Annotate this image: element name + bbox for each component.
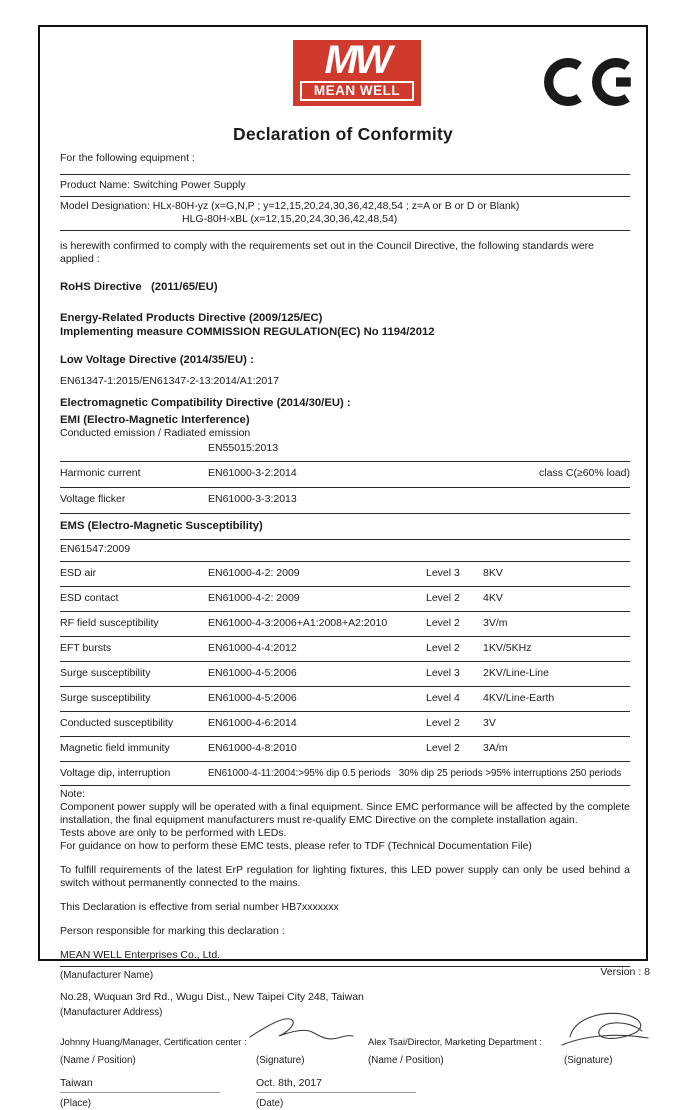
- test-standard: EN61000-4-5:2006: [208, 692, 297, 704]
- test-standard: EN61000-4-5:2006: [208, 667, 297, 679]
- test-name: ESD contact: [60, 592, 119, 604]
- test-level: Level 3: [426, 567, 460, 579]
- test-standard: EN61000-4-2: 2009: [208, 592, 300, 604]
- manufacturer-address-label: (Manufacturer Address): [60, 1006, 163, 1018]
- test-standard: EN61000-3-3:2013: [208, 493, 297, 505]
- manufacturer-address: No.28, Wuquan 3rd Rd., Wugu Dist., New Taipei City 248, Taiwan: [60, 990, 364, 1003]
- table-row: [60, 587, 630, 612]
- test-level: Level 2: [426, 717, 460, 729]
- test-level: Level 2: [426, 617, 460, 629]
- test-value: 4KV/Line-Earth: [483, 692, 555, 704]
- document-header: [40, 40, 646, 124]
- test-standard: EN61000-4-4:2012: [208, 642, 297, 654]
- test-level: Level 4: [426, 692, 460, 704]
- test-name: Voltage dip, interruption: [60, 767, 171, 779]
- table-row: [60, 687, 630, 712]
- version-label: Version : 8: [600, 966, 650, 978]
- responsible-person-heading: Person responsible for marking this declaration :: [60, 925, 285, 937]
- test-name: RF field susceptibility: [60, 617, 159, 629]
- test-name: EFT bursts: [60, 642, 112, 654]
- mw-monogram-icon: MW: [324, 38, 390, 82]
- test-name: Surge susceptibility: [60, 667, 151, 679]
- date-label: (Date): [256, 1097, 284, 1109]
- emi-standard-value: EN55015:2013: [208, 442, 279, 454]
- table-row: [60, 712, 630, 737]
- model-designation-block: [60, 197, 630, 231]
- ce-mark-icon: [544, 56, 640, 108]
- manufacturer-name-label: (Manufacturer Name): [60, 969, 154, 981]
- signer2-name-label: (Name / Position): [368, 1054, 444, 1066]
- erp-usage-note: To fulfill requirements of the latest ErP regulation for lighting fixtures, this LED power supply can only be used behind a switch without permanently connected to the mains.: [60, 864, 630, 889]
- ems-section-heading: EMS (Electro-Magnetic Susceptibility): [60, 514, 630, 540]
- model-designation-line2: HLG-80H-xBL (x=12,15,20,24,30,36,42,48,54): [182, 213, 398, 225]
- test-level: Level 2: [426, 592, 460, 604]
- table-row: [60, 637, 630, 662]
- test-name: Magnetic field immunity: [60, 742, 170, 754]
- emc-directive-heading: Electromagnetic Compatibility Directive (2014/30/EU) :: [60, 397, 351, 409]
- place-label: (Place): [60, 1097, 92, 1109]
- test-name: Conducted susceptibility: [60, 717, 174, 729]
- note-line: Tests above are only to be performed with LEDs.: [60, 827, 287, 839]
- table-row: [60, 662, 630, 687]
- test-name: Surge susceptibility: [60, 692, 151, 704]
- note-line: For guidance on how to perform these EMC tests, please refer to TDF (Technical Documentation File): [60, 840, 532, 852]
- test-detail: EN61000-4-11:2004:>95% dip 0.5 periods 30% dip 25 periods >95% interruptions 250 periods: [208, 768, 622, 779]
- place-date-label-row: [60, 1095, 630, 1110]
- conformity-statement: is herewith confirmed to comply with the requirements set out in the Council Directive, the following standards were applied :: [60, 240, 594, 265]
- signature-label-row: [60, 1052, 630, 1067]
- place-date-row: [60, 1077, 630, 1093]
- test-value: 3V/m: [483, 617, 508, 629]
- product-name-line: Product Name: Switching Power Supply: [60, 175, 630, 197]
- emi-section-heading: EMI (Electro-Magnetic Interference): [60, 414, 250, 426]
- test-standard: EN61000-4-6:2014: [208, 717, 297, 729]
- lvd-directive-heading: Low Voltage Directive (2014/35/EU) :: [60, 354, 254, 366]
- test-name: Voltage flicker: [60, 493, 126, 505]
- test-standard: EN61000-4-8:2010: [208, 742, 297, 754]
- table-row: [60, 488, 630, 514]
- table-row: [60, 737, 630, 762]
- erp-directive-block: [60, 311, 630, 339]
- table-row: [60, 762, 630, 786]
- test-value: 8KV: [483, 567, 503, 579]
- ems-standard-row: EN61547:2009: [60, 540, 630, 562]
- test-value: 2KV/Line-Line: [483, 667, 549, 679]
- signer2-signature-label: (Signature): [564, 1054, 613, 1066]
- test-value: 1KV/5KHz: [483, 642, 532, 654]
- test-level: Level 2: [426, 642, 460, 654]
- test-remark: class C(≥60% load): [539, 467, 630, 479]
- test-standard: EN61000-4-3:2006+A1:2008+A2:2010: [208, 617, 388, 629]
- place-value: Taiwan: [60, 1077, 220, 1093]
- for-equipment-line: For the following equipment :: [60, 149, 630, 175]
- signer1-name-position: Johnny Huang/Manager, Certification center :: [60, 1036, 247, 1047]
- emi-emission-types: Conducted emission / Radiated emission: [60, 427, 251, 439]
- mean-well-logo: [293, 40, 421, 106]
- manufacturer-name: MEAN WELL Enterprises Co., Ltd.: [60, 949, 630, 967]
- test-level: Level 3: [426, 667, 460, 679]
- rohs-directive-heading: RoHS Directive (2011/65/EU): [60, 281, 218, 293]
- test-name: ESD air: [60, 567, 97, 579]
- signer1-signature-label: (Signature): [256, 1054, 305, 1066]
- test-name: Harmonic current: [60, 467, 141, 479]
- table-row: [60, 612, 630, 637]
- lvd-standard: EN61347-1:2015/EN61347-2-13:2014/A1:2017: [60, 375, 279, 387]
- note-label: Note:: [60, 788, 86, 800]
- page-title: Declaration of Conformity: [233, 124, 453, 144]
- signer2-name-position: Alex Tsai/Director, Marketing Department :: [368, 1036, 542, 1047]
- erp-implementing-measure: Implementing measure COMMISSION REGULATION(EC) No 1194/2012: [60, 326, 435, 338]
- test-value: 4KV: [483, 592, 503, 604]
- serial-effective-note: This Declaration is effective from serial number HB7xxxxxxx: [60, 901, 339, 913]
- test-standard: EN61000-4-2: 2009: [208, 567, 300, 579]
- test-standard: EN61000-3-2:2014: [208, 467, 297, 479]
- signer1-signature-icon: [246, 1013, 356, 1049]
- signer1-name-label: (Name / Position): [60, 1054, 136, 1066]
- mean-well-wordmark: MEAN WELL: [300, 81, 414, 101]
- note-line: Component power supply will be operated with a final equipment. Since EMC performance will be affected by the complete installation, the final equipment manufacturers must re-qualify EMC Directive on the complete installation again.: [60, 801, 630, 826]
- test-value: 3A/m: [483, 742, 508, 754]
- signer2-signature-icon: [556, 1007, 652, 1053]
- document-body: [40, 149, 646, 1110]
- signature-block: [60, 1027, 630, 1067]
- test-level: Level 2: [426, 742, 460, 754]
- test-value: 3V: [483, 717, 496, 729]
- erp-directive-heading: Energy-Related Products Directive (2009/125/EC): [60, 312, 323, 324]
- table-row: [60, 462, 630, 488]
- date-value: Oct. 8th, 2017: [256, 1077, 416, 1093]
- emi-standard-row: [60, 440, 630, 462]
- model-designation-line1: Model Designation: HLx-80H-yz (x=G,N,P ; y=12,15,20,24,30,36,42,48,54 ; z=A or B or D or Blank): [60, 200, 520, 212]
- emi-standard-spacer: [60, 442, 208, 455]
- note-block: [60, 788, 630, 853]
- table-row: [60, 562, 630, 587]
